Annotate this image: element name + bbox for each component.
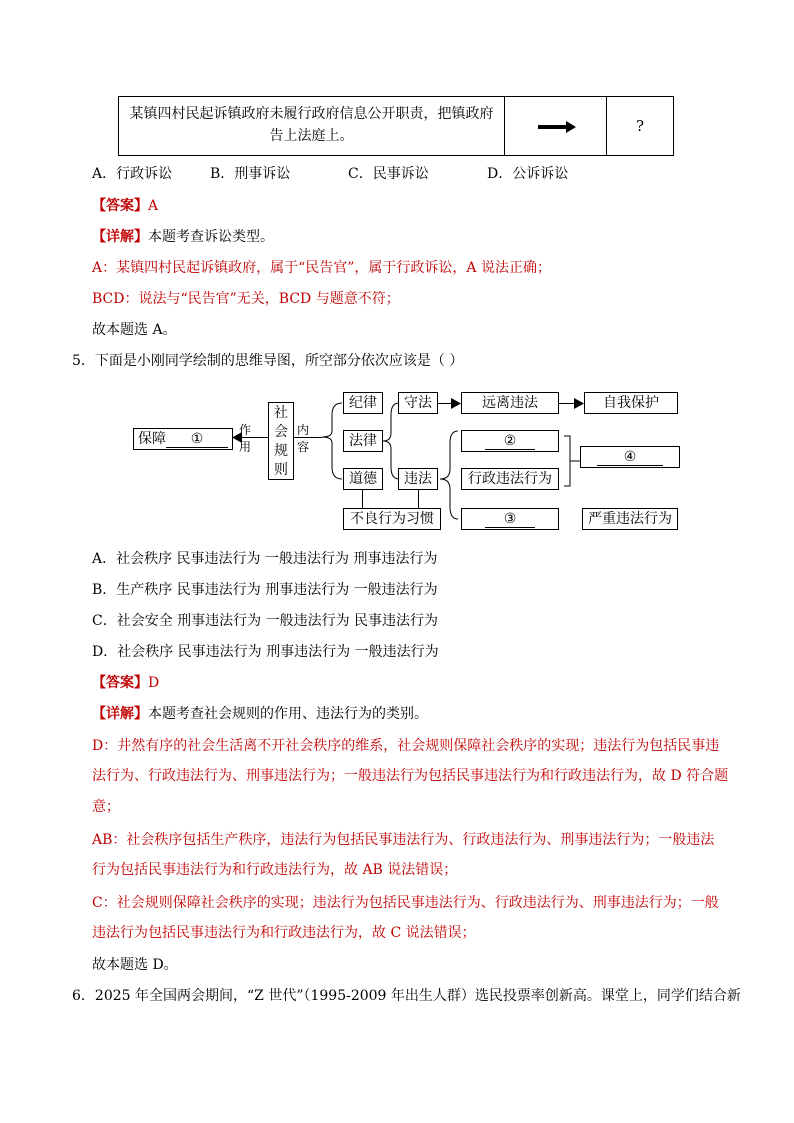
q5-detail — [92, 704, 428, 724]
q4-option-d: D．公诉诉讼 — [487, 166, 569, 182]
mindmap-jilv: 纪律 — [343, 392, 383, 414]
table-cell-question: ? — [635, 117, 645, 135]
q5-explain-line: C：社会规则保障社会秩序的实现；违法行为包括民事违法行为、行政违法行为、刑事违法行为；一般 — [92, 895, 719, 911]
q5-option-b: B．生产秩序 民事违法行为 刑事违法行为 一般违法行为 — [92, 582, 438, 598]
mindmap-baozhang: 保障 — [138, 431, 166, 447]
q4-option-a: A．行政诉讼 — [92, 166, 173, 182]
q5-explain-line: D：井然有序的社会生活离不开社会秩序的维系，社会规则保障社会秩序的实现；违法行为包括民事违 — [92, 738, 720, 754]
table-cell-line: 某镇四村民起诉镇政府未履行政府信息公开职责，把镇政府 — [129, 106, 494, 122]
right-arrow-icon — [505, 97, 607, 155]
mindmap-shoufa: 守法 — [398, 392, 438, 414]
connector — [294, 437, 322, 438]
q5-conclusion: 故本题选 D。 — [92, 957, 178, 973]
right-arrow-icon — [451, 398, 461, 409]
mindmap-ziwo: 自我保护 — [584, 392, 678, 414]
detail-tag: 【详解】 — [92, 706, 148, 722]
mindmap-blank4: ④ — [597, 449, 663, 466]
q5-stem: 5．下面是小刚同学绘制的思维导图，所空部分依次应该是（ ） — [72, 353, 464, 369]
mindmap-char: 规 — [274, 443, 288, 459]
mindmap-zuoyong: 作用 — [239, 423, 252, 454]
q5-explain-line: 行为包括民事违法行为和行政违法行为，故 AB 说法错误； — [92, 862, 458, 878]
mindmap-yuanli: 远离违法 — [461, 392, 559, 414]
mindmap-shehui-guize — [268, 402, 294, 480]
detail-text: 本题考查社会规则的作用、违法行为的类别。 — [148, 706, 428, 722]
q5-explain-line: 法行为、行政违法行为、刑事违法行为；一般违法行为包括民事违法行为和行政违法行为，故 D 符合题 — [92, 768, 729, 784]
q6-stem: 6．2025 年全国两会期间，“Z 世代”（1995-2009 年出生人群）选民投票率创新高。课堂上，同学们结合新 — [72, 988, 741, 1004]
table-cell-line: 告上法庭上。 — [269, 128, 354, 144]
q5-option-c: C．社会安全 刑事违法行为 一般违法行为 民事违法行为 — [92, 613, 439, 629]
mindmap-falv: 法律 — [343, 430, 383, 452]
q4-conclusion: 故本题选 A。 — [92, 322, 177, 338]
mindmap-yanzhong: 严重违法行为 — [582, 508, 678, 530]
mindmap-buliang: 不良行为习惯 — [343, 508, 441, 530]
mindmap-blank3-box — [461, 508, 559, 530]
answer-value: A — [148, 198, 159, 214]
brace-icon — [320, 395, 344, 487]
detail-tag: 【详解】 — [92, 229, 148, 245]
mindmap-neirong: 内容 — [297, 423, 310, 454]
mindmap-char: 会 — [274, 424, 288, 440]
mindmap-blank4-box — [580, 446, 680, 468]
question-table — [118, 96, 674, 156]
mindmap-blank3: ③ — [485, 511, 535, 528]
table-cell-scenario — [119, 97, 505, 155]
mindmap-char: 则 — [274, 462, 288, 478]
q4-explain-line: A：某镇四村民起诉镇政府，属于“民告官”，属于行政诉讼，A 说法正确； — [92, 260, 551, 276]
q4-option-b: B．刑事诉讼 — [210, 166, 291, 182]
q5-option-d: D．社会秩序 民事违法行为 刑事违法行为 一般违法行为 — [92, 644, 439, 660]
mindmap-blank2-box — [461, 430, 559, 452]
q5-explain-line: 违法行为包括民事违法行为和行政违法行为，故 C 说法错误； — [92, 925, 476, 941]
answer-tag: 【答案】 — [92, 675, 148, 691]
connector — [418, 490, 419, 508]
q5-answer — [92, 673, 159, 693]
right-arrow-icon — [574, 398, 584, 409]
mindmap-xingzheng: 行政违法行为 — [461, 468, 559, 490]
mindmap-daode: 道德 — [343, 468, 383, 490]
q4-explain-line: BCD：说法与“民告官”无关，BCD 与题意不符； — [92, 291, 400, 307]
detail-text: 本题考查诉讼类型。 — [148, 229, 274, 245]
mindmap-weifa: 违法 — [398, 468, 438, 490]
table-cell-arrow — [505, 97, 607, 155]
q4-option-c: C．民事诉讼 — [348, 166, 429, 182]
mindmap-blank1-box — [133, 428, 233, 450]
answer-value: D — [148, 675, 160, 691]
q5-explain-line: AB：社会秩序包括生产秩序，违法行为包括民事违法行为、行政违法行为、刑事违法行为；一般违法 — [92, 832, 715, 848]
mindmap-blank1: ① — [166, 431, 228, 448]
brace-icon — [438, 425, 460, 525]
connector — [559, 403, 575, 404]
mindmap-blank2: ② — [485, 433, 535, 450]
q4-detail — [92, 227, 274, 247]
mindmap-char: 社 — [274, 405, 288, 421]
connector — [362, 490, 363, 508]
q4-answer — [92, 196, 158, 216]
connector — [438, 403, 452, 404]
q5-explain-line: 意； — [92, 799, 120, 815]
q5-option-a: A．社会秩序 民事违法行为 一般违法行为 刑事违法行为 — [92, 551, 438, 567]
answer-tag: 【答案】 — [92, 198, 148, 214]
